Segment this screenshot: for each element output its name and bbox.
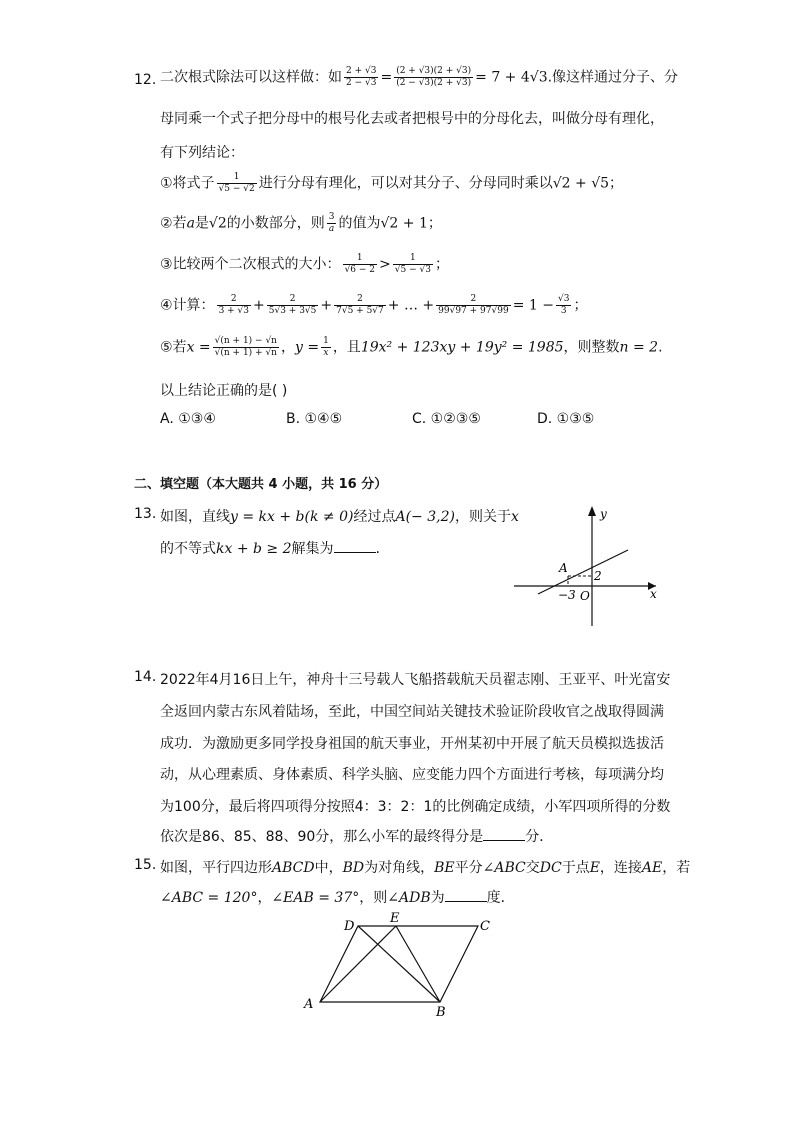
q14-line-5: 为100分，最后将四项得分按照4：3：2：1的比例确定成绩，小军四项所得的分数 [160,799,671,815]
q12-c4-term2: $\frac{2}{5√3 + 3√5}$ [268,294,317,316]
q14-line-2: 全返回内蒙古东风着陆场，至此，中国空间站关键技术验证阶段收官之战取得圆满 [160,704,664,720]
q12-conclusion-2: ②若a是√2的小数部分，则 $\frac{3}{a}$ 的值为√2 + 1； [160,212,442,234]
q15-answer-blank[interactable] [445,889,487,902]
q12-conclusion-1: ①将式子 $\frac{1}{√5 - √2}$ 进行分母有理化，可以对其分子、分母同时乘以√2 + √5； [160,172,624,194]
q12-intro-text-a: 二次根式除法可以这样做：如 [160,69,342,86]
q12-number: 12. [134,72,157,88]
label-b: B [436,1005,446,1020]
q12-c4-term1: $\frac{2}{3 + √3}$ [218,294,250,316]
label-minus-3: −3 [558,588,576,602]
label-d: D [344,919,355,934]
q12-line2: 母同乘一个式子把分母中的根号化去或者把根号中的分母化去，叫做分母有理化， [160,111,664,127]
q15-number: 15. [134,857,157,873]
q12-c4-result: $\frac{√3}{3}$ [557,294,570,316]
q12-c3-frac1: $\frac{1}{√6 - 2}$ [344,253,376,275]
line-y-kx-b [538,550,628,594]
label-e: E [390,911,400,926]
q13-answer-blank[interactable] [334,540,376,553]
q12-question: 以上结论正确的是( ) [160,383,288,399]
label-a: A [304,997,314,1012]
q12-intro-eq2: = 7 + 4√3 [475,69,548,86]
q12-line3: 有下列结论： [160,145,244,161]
q12-intro-line [160,66,678,89]
q14-line-3: 成功．为激励更多同学投身祖国的航天事业，开州某初中开展了航天员模拟选拔活 [160,736,664,752]
q14-line-4: 动，从心理素质、身体素质、科学头脑、应变能力四个方面进行考核，每项满分均 [160,767,664,783]
segment-ae [320,926,396,1002]
q12-option-a[interactable]: A. ①③④ [160,411,216,427]
label-2: 2 [594,569,602,583]
label-x: x [650,587,657,601]
q14-answer-blank[interactable] [483,828,525,841]
q12-option-c[interactable]: C. ①②③⑤ [412,411,481,427]
q13-figure [508,500,664,632]
q14-line-6: 依次是86、85、88、90分，那么小军的最终得分是 分． [160,829,554,845]
q12-conclusion-4: ④计算： $\frac{2}{3 + √3}$ + $\frac{2}{5√3 + 3√5}$ + $\frac{2}{7√5 + 5√7}$ + … + $\frac{2}{99√97 + 97√99}$ = 1 − $\frac{√3}{3}$ ； [160,294,588,316]
q12-intro-frac2: $\frac{(2 + √3)(2 + √3)}{(2 - √3)(2 + √3)}$ [396,66,472,88]
q12-intro-frac1: $\frac{2 + √3}{2 - √3}$ [346,66,377,88]
label-c: C [480,919,490,934]
q13-number: 13. [134,506,157,522]
q12-c4-term4: $\frac{2}{99√97 + 97√99}$ [438,294,509,316]
q14-line-1: 2022年4月16日上午，神舟十三号载人飞船搭载航天员翟志刚、王亚平、叶光富安 [160,672,671,688]
q12-c1-frac: $\frac{1}{√5 - √2}$ [218,172,255,194]
q12-conclusion-3: ③比较两个二次根式的大小： $\frac{1}{√6 - 2}$ > $\frac{1}{√5 - √3}$ ； [160,253,449,275]
section-2-heading: 二、填空题（本大题共 4 小题，共 16 分） [134,477,388,492]
label-o: O [580,589,590,603]
q12-option-d[interactable]: D. ①③⑤ [537,411,595,427]
q12-c2-frac: $\frac{3}{a}$ [328,212,335,234]
q12-conclusion-5: ⑤若x = $\frac{√(n + 1) - √n}{√(n + 1) + √n}$ ，y = $\frac{1}{x}$ ，且19x² + 123xy + 19y² = 1985，则整数n = 2. [160,336,663,358]
label-y: y [600,507,607,521]
q13-line2: 的不等式kx + b ≥ 2解集为 . [160,541,380,557]
diagonal-bd [358,926,440,1002]
q12-intro-eq1: = [380,69,393,86]
q12-c5-frac-x: $\frac{√(n + 1) - √n}{√(n + 1) + √n}$ [214,336,277,358]
q12-option-b[interactable]: B. ①④⑤ [286,411,343,427]
q15-figure [300,910,500,1020]
q15-line2: ∠ABC = 120°，∠EAB = 37°，则∠ADB为 度． [160,890,515,906]
q15-line1: 如图，平行四边形ABCD中，BD为对角线，BE平分∠ABC交DC于点E，连接AE，若 [160,860,691,876]
q12-c4-term3: $\frac{2}{7√5 + 5√7}$ [336,294,384,316]
y-axis-arrow-icon [588,506,596,516]
q14-number: 14. [134,669,157,685]
q13-line1: 如图，直线y = kx + b(k ≠ 0)经过点A(− 3,2)，则关于x [160,509,519,525]
segment-be [396,926,440,1002]
label-a: A [559,561,568,575]
q12-c3-frac2: $\frac{1}{√5 - √3}$ [394,253,431,275]
q12-intro-text-b: .像这样通过分子、分 [547,69,679,86]
q12-c5-frac-y: $\frac{1}{x}$ [323,336,329,358]
